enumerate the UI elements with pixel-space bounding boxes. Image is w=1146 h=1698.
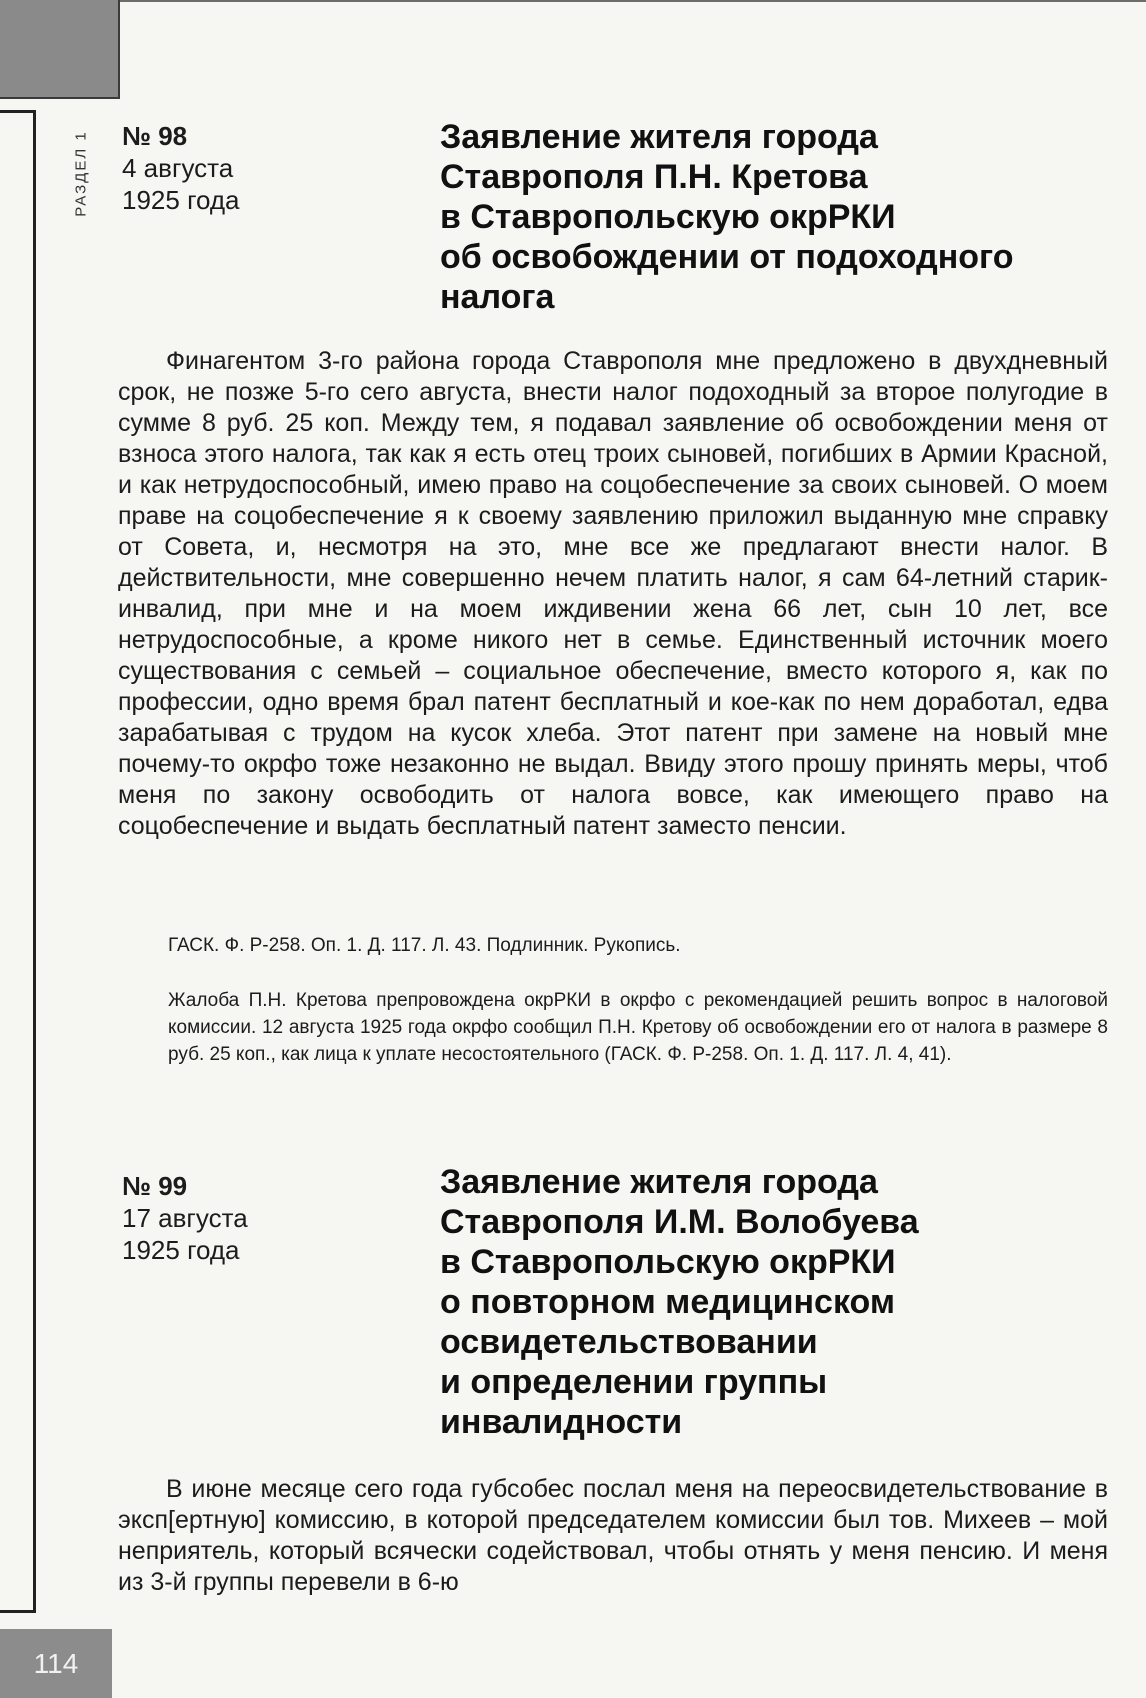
page-number: 114 xyxy=(0,1629,112,1698)
doc99-meta xyxy=(122,1170,392,1266)
doc98-body: Финагентом 3-го района города Ставрополя мне предложено в двухдневный срок, не позже 5-го сего августа, внести налог подоходный за второе полугодие в сумме 8 руб. 25 коп. Между тем, я подавал заявление об освобождении меня от взноса этого налога, так как я есть отец троих сыновей, погибших в Армии Красной, и как нетрудоспособный, имею право на соцобеспечение за своих сыновей. О моем праве на соцобеспечение я к своему заявлению приложил выданную мне справку от Совета, и, несмотря на это, мне все же предлагают внести налог. В действительности, мне совершенно нечем платить налог, я сам 64-летний старик-инвалид, при мне и на моем иждивении жена 66 лет, сын 10 лет, все нетрудоспособные, а кроме никого нет в семье. Единственный источник моего существования с семьей – социальное обеспечение, вместо которого я, как по профессии, одно время брал патент бесплатный и кое-как по нем доработал, едва зарабатывая с трудом на кусок хлеба. Этот патент при замене на новый мне почему-то окрфо тоже незаконно не выдал. Ввиду этого прошу принять меры, чтоб меня по закону освободить от налога вовсе, как имеющего право на соцобеспечение и выдать бесплатный патент заместо пенсии. xyxy=(118,347,1108,840)
doc98-date-day: 4 августа xyxy=(122,153,234,183)
doc99-body: В июне месяце сего года губсобес послал меня на переосвидетельствование в эксп[ертную] комиссию, в которой председателем комиссии был тов. Михеев – мой неприятель, который всячески содействовал, чтобы отнять у меня пенсию. И меня из 3-й группы перевели в 6-ю xyxy=(118,1475,1108,1596)
doc99-date-year: 1925 года xyxy=(122,1235,240,1265)
doc99-title-line: о повторном медицинском xyxy=(440,1283,895,1321)
doc98-meta xyxy=(122,120,392,216)
doc99-date-day: 17 августа xyxy=(122,1203,248,1233)
doc98-title-line: налога xyxy=(440,278,555,316)
doc99-title-line: Ставрополя И.М. Волобуева xyxy=(440,1203,919,1241)
section-label: РАЗДЕЛ 1 xyxy=(72,129,90,217)
doc98-title-line: в Ставропольскую окрРКИ xyxy=(440,198,896,236)
doc98-title-line: Заявление жителя города xyxy=(440,118,878,156)
doc98-source: ГАСК. Ф. Р-258. Оп. 1. Д. 117. Л. 43. Подлинник. Рукопись. xyxy=(168,935,681,956)
doc98-title-line: об освобождении от подоходного xyxy=(440,238,1014,276)
doc99-title-line: Заявление жителя города xyxy=(440,1163,878,1201)
doc99-number: № 99 xyxy=(122,1171,188,1201)
doc98-title xyxy=(440,117,1120,317)
doc98-note: Жалоба П.Н. Кретова препровождена окрРКИ в окрфо с рекомендацией решить вопрос в налоговой комиссии. 12 августа 1925 года окрфо сообщил П.Н. Кретову об освобождении его от налога в размере 8 руб. 25 коп., как лица к уплате несостоятельного (ГАСК. Ф. Р-258. Оп. 1. Д. 117. Л. 4, 41). xyxy=(168,990,1108,1065)
doc99-title xyxy=(440,1162,1120,1442)
top-rule xyxy=(118,0,1146,2)
doc98-number: № 98 xyxy=(122,121,188,151)
doc98-date-year: 1925 года xyxy=(122,185,240,215)
doc98-title-line: Ставрополя П.Н. Кретова xyxy=(440,158,868,196)
side-frame xyxy=(0,110,36,1613)
doc99-title-line: освидетельствовании xyxy=(440,1323,818,1361)
corner-block xyxy=(0,0,120,99)
doc99-title-line: инвалидности xyxy=(440,1403,683,1441)
doc99-title-line: в Ставропольскую окрРКИ xyxy=(440,1243,896,1281)
doc99-title-line: и определении группы xyxy=(440,1363,828,1401)
